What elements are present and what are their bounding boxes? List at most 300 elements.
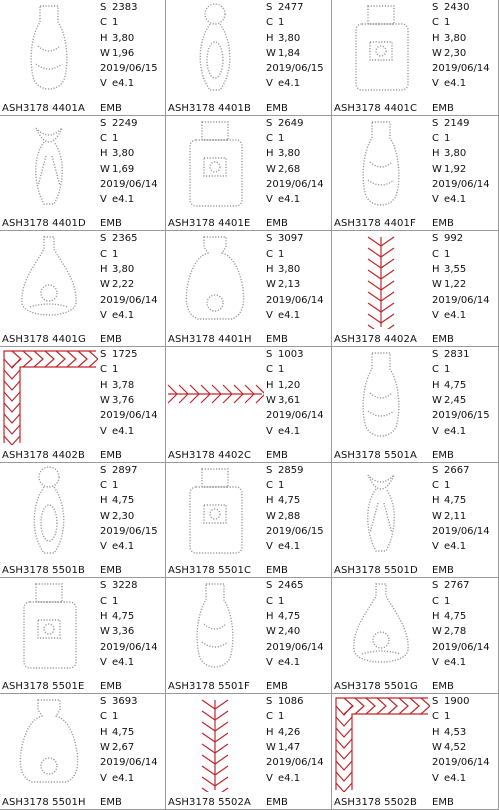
stat-value: 1,92 [444, 163, 467, 175]
stat-value: 3,55 [444, 263, 467, 275]
stat-key: V [100, 194, 107, 206]
stat-value: 3,80 [444, 148, 467, 160]
stat-value: e4.1 [278, 78, 301, 90]
stat-c [100, 362, 158, 377]
stat-key: H [266, 611, 274, 623]
stat-h [100, 493, 158, 508]
stat-value: 1 [112, 480, 119, 492]
design-stats [266, 0, 324, 92]
stat-v [432, 424, 490, 439]
stat-value: 1 [444, 711, 451, 723]
stat-w [432, 393, 490, 408]
stat-value: 3,36 [112, 626, 135, 638]
design-cell[interactable] [0, 694, 166, 810]
stat-key: V [100, 656, 107, 668]
stat-key: W [266, 394, 276, 406]
stat-w [100, 393, 158, 408]
file-format: EMB [266, 449, 288, 461]
stat-s [100, 0, 158, 15]
stat-s [266, 694, 324, 709]
stat-value: e4.1 [112, 541, 135, 553]
design-date: 2019/06/15 [266, 525, 324, 537]
file-format: EMB [432, 565, 454, 577]
stat-h [432, 31, 490, 46]
design-name: ASH3178 4401B [168, 102, 251, 114]
stat-h [432, 725, 490, 740]
stat-key: C [100, 711, 107, 723]
stat-value: e4.1 [444, 78, 467, 90]
stat-value: e4.1 [278, 541, 301, 553]
stat-key: H [266, 32, 274, 44]
stat-key: V [266, 772, 273, 784]
stat-value: e4.1 [444, 772, 467, 784]
bottle-square-icon [0, 578, 98, 676]
stat-c [100, 709, 158, 724]
design-date: 2019/06/14 [432, 525, 490, 537]
design-stats [100, 231, 158, 323]
stat-w [432, 46, 490, 61]
stat-value: 2,45 [444, 394, 467, 406]
stat-c [266, 709, 324, 724]
design-stats [432, 463, 490, 555]
stat-c [432, 15, 490, 30]
stat-key: H [432, 726, 440, 738]
design-name: ASH3178 5501C [168, 565, 252, 577]
stat-value: 1003 [278, 349, 304, 361]
design-cell[interactable] [166, 231, 332, 347]
stat-value: 1 [112, 595, 119, 607]
stat-value: 2,30 [444, 47, 467, 59]
stat-w [432, 162, 490, 177]
stat-key: V [432, 309, 439, 321]
stat-value: 1 [278, 364, 285, 376]
stat-value: 1900 [444, 696, 470, 708]
stat-key: S [266, 580, 273, 592]
stat-c [100, 478, 158, 493]
stat-w [266, 740, 324, 755]
stat-c [432, 478, 490, 493]
stat-value: 2,68 [278, 163, 301, 175]
stat-key: W [266, 626, 276, 638]
design-date: 2019/06/14 [266, 410, 324, 422]
design-stats [432, 116, 490, 208]
design-date: 2019/06/15 [266, 63, 324, 75]
stat-h [432, 378, 490, 393]
stat-value: e4.1 [278, 309, 301, 321]
stat-w [432, 277, 490, 292]
stat-value: 2,40 [278, 626, 301, 638]
design-cell[interactable] [332, 116, 499, 232]
stat-key: H [100, 611, 108, 623]
stat-s [266, 578, 324, 593]
stat-value: 1 [112, 17, 119, 29]
stat-key: S [100, 117, 107, 129]
stat-v [266, 76, 324, 91]
stat-c [432, 594, 490, 609]
stat-h [266, 609, 324, 624]
stat-value: 2477 [278, 2, 304, 13]
design-date: 2019/06/14 [432, 294, 490, 306]
design-cell[interactable] [0, 578, 166, 694]
stat-key: H [432, 611, 440, 623]
bottle-square-icon [332, 0, 430, 98]
design-date: 2019/06/14 [100, 178, 158, 190]
stat-value: 4,75 [444, 611, 467, 623]
stat-key: W [100, 47, 110, 59]
stat-c [432, 709, 490, 724]
stat-value: 1 [444, 480, 451, 492]
stat-value: 2,13 [278, 279, 301, 291]
stat-value: 4,75 [112, 611, 135, 623]
stat-key: W [100, 394, 110, 406]
design-date: 2019/06/15 [100, 63, 158, 75]
stat-value: 1725 [112, 349, 138, 361]
stat-h [100, 725, 158, 740]
stat-c [266, 15, 324, 30]
design-name: ASH3178 5502B [334, 796, 417, 808]
file-format: EMB [266, 796, 288, 808]
design-cell[interactable] [166, 347, 332, 463]
file-format: EMB [266, 334, 288, 346]
stat-s [266, 347, 324, 362]
stat-c [266, 362, 324, 377]
stat-value: 2767 [444, 580, 470, 592]
design-date: 2019/06/15 [432, 410, 490, 422]
stat-key: H [432, 148, 440, 160]
stat-value: e4.1 [278, 425, 301, 437]
stat-h [100, 609, 158, 624]
stat-key: H [100, 32, 108, 44]
stat-h [432, 609, 490, 624]
design-date: 2019/06/14 [432, 641, 490, 653]
stat-v [266, 424, 324, 439]
file-format: EMB [266, 102, 288, 114]
stat-key: W [100, 626, 110, 638]
stat-s [432, 231, 490, 246]
stat-value: 1 [112, 711, 119, 723]
stat-c [100, 247, 158, 262]
stat-v [100, 539, 158, 554]
stat-v [266, 539, 324, 554]
bottle-flower-icon [0, 463, 98, 561]
design-name: ASH3178 4402B [2, 449, 85, 461]
stat-key: V [100, 541, 107, 553]
stat-c [100, 131, 158, 146]
stat-s [100, 231, 158, 246]
stat-value: 4,26 [278, 726, 301, 738]
stat-key: C [432, 248, 439, 260]
stat-s [100, 694, 158, 709]
design-cell[interactable] [166, 0, 332, 116]
design-cell[interactable] [332, 463, 499, 579]
file-format: EMB [432, 218, 454, 230]
stat-value: 4,52 [444, 742, 467, 754]
design-stats [266, 347, 324, 439]
stat-h [266, 378, 324, 393]
stat-value: 2,22 [112, 279, 135, 291]
design-stats [100, 463, 158, 555]
design-date: 2019/06/14 [432, 63, 490, 75]
design-cell[interactable] [332, 578, 499, 694]
stat-key: S [432, 117, 439, 129]
stat-v [100, 308, 158, 323]
design-name: ASH3178 5501D [334, 565, 418, 577]
stat-c [266, 594, 324, 609]
stat-v [100, 76, 158, 91]
stat-key: H [266, 263, 274, 275]
stat-w [266, 46, 324, 61]
stat-s [432, 463, 490, 478]
design-cell[interactable] [0, 231, 166, 347]
stat-v [432, 308, 490, 323]
design-cell[interactable] [0, 116, 166, 232]
stat-key: W [100, 510, 110, 522]
stat-key: C [266, 364, 273, 376]
stat-s [100, 463, 158, 478]
stat-w [100, 46, 158, 61]
stat-key: S [266, 464, 273, 476]
stat-value: e4.1 [112, 194, 135, 206]
stat-value: 3,76 [112, 394, 135, 406]
stat-w [100, 509, 158, 524]
stat-h [100, 262, 158, 277]
stat-value: 3,80 [112, 32, 135, 44]
stat-w [100, 162, 158, 177]
stat-c [100, 594, 158, 609]
design-date: 2019/06/14 [432, 757, 490, 769]
bottle-pouch-icon [0, 694, 98, 792]
stat-key: H [100, 726, 108, 738]
stat-w [266, 509, 324, 524]
stat-key: S [266, 117, 273, 129]
stat-value: 1 [444, 248, 451, 260]
design-cell[interactable] [0, 0, 166, 116]
design-cell[interactable] [166, 578, 332, 694]
stat-value: 4,75 [278, 611, 301, 623]
stat-value: 3,80 [112, 148, 135, 160]
stat-value: 2365 [112, 233, 138, 245]
design-stats [266, 116, 324, 208]
bottle-round-icon [166, 578, 264, 676]
stat-value: e4.1 [112, 772, 135, 784]
stat-key: H [100, 263, 108, 275]
stat-v [266, 655, 324, 670]
design-stats [266, 578, 324, 670]
stat-c [432, 247, 490, 262]
stat-key: V [432, 78, 439, 90]
stat-value: 2667 [444, 464, 470, 476]
stat-value: 2831 [444, 349, 470, 361]
stat-v [432, 192, 490, 207]
design-name: ASH3178 5501G [334, 681, 418, 693]
stat-value: 2249 [112, 117, 138, 129]
stat-h [266, 725, 324, 740]
stat-key: V [100, 425, 107, 437]
stat-value: e4.1 [112, 78, 135, 90]
stat-value: 3693 [112, 696, 138, 708]
stat-c [266, 478, 324, 493]
stat-value: 4,75 [444, 379, 467, 391]
stat-key: S [100, 2, 107, 13]
stat-key: W [432, 394, 442, 406]
stat-key: C [100, 595, 107, 607]
stat-w [266, 277, 324, 292]
stat-v [266, 308, 324, 323]
stat-key: W [432, 47, 442, 59]
stat-value: 3,80 [278, 263, 301, 275]
stat-key: V [266, 78, 273, 90]
stat-value: 2149 [444, 117, 470, 129]
stat-key: V [266, 541, 273, 553]
design-date: 2019/06/14 [100, 410, 158, 422]
stat-key: C [432, 480, 439, 492]
stat-v [100, 192, 158, 207]
stat-key: S [100, 464, 107, 476]
stat-key: C [432, 17, 439, 29]
stat-value: 3,80 [444, 32, 467, 44]
bottle-square-icon [166, 463, 264, 561]
design-cell[interactable] [166, 463, 332, 579]
stat-v [266, 771, 324, 786]
stat-value: 1,96 [112, 47, 135, 59]
stat-value: e4.1 [278, 656, 301, 668]
stat-value: 4,53 [444, 726, 467, 738]
stat-value: 3,80 [278, 32, 301, 44]
design-cell[interactable] [332, 231, 499, 347]
stat-h [266, 262, 324, 277]
stat-value: 1 [278, 17, 285, 29]
stat-s [432, 578, 490, 593]
file-format: EMB [432, 334, 454, 346]
stat-value: 2,67 [112, 742, 135, 754]
stat-key: C [266, 132, 273, 144]
stat-value: 1 [278, 711, 285, 723]
stat-value: 3,80 [278, 148, 301, 160]
design-stats [100, 347, 158, 439]
stat-h [266, 493, 324, 508]
bottle-round-icon [0, 0, 98, 98]
design-cell[interactable] [332, 694, 499, 810]
stat-c [432, 362, 490, 377]
design-date: 2019/06/14 [100, 757, 158, 769]
design-stats [100, 0, 158, 92]
design-cell[interactable] [166, 116, 332, 232]
stat-value: e4.1 [112, 309, 135, 321]
stat-v [100, 424, 158, 439]
design-stats [432, 578, 490, 670]
stat-value: 2,30 [112, 510, 135, 522]
file-format: EMB [100, 334, 122, 346]
design-stats [432, 231, 490, 323]
file-format: EMB [100, 681, 122, 693]
design-name: ASH3178 4401G [2, 334, 86, 346]
design-name: ASH3178 4401C [334, 102, 418, 114]
stat-key: S [432, 2, 439, 13]
stat-value: 1,20 [278, 379, 301, 391]
stat-key: C [432, 595, 439, 607]
stat-h [432, 493, 490, 508]
bottle-pear-icon [0, 231, 98, 329]
design-cell[interactable] [332, 0, 499, 116]
stat-key: S [266, 349, 273, 361]
design-date: 2019/06/14 [266, 178, 324, 190]
stat-v [266, 192, 324, 207]
file-format: EMB [100, 565, 122, 577]
stat-key: C [266, 17, 273, 29]
stat-h [432, 262, 490, 277]
design-name: ASH3178 5501B [2, 565, 85, 577]
bottle-round-icon [332, 347, 430, 445]
stat-w [432, 740, 490, 755]
stat-value: 1 [112, 248, 119, 260]
stat-s [100, 578, 158, 593]
stat-value: 3,61 [278, 394, 301, 406]
design-name: ASH3178 4401H [168, 334, 252, 346]
stat-value: 1 [444, 17, 451, 29]
stat-w [432, 509, 490, 524]
stat-key: C [432, 132, 439, 144]
stat-key: V [432, 425, 439, 437]
design-name: ASH3178 4402A [334, 334, 417, 346]
stat-value: 1 [444, 364, 451, 376]
stat-key: H [100, 148, 108, 160]
file-format: EMB [432, 449, 454, 461]
stat-value: 1 [278, 132, 285, 144]
stat-value: 2,11 [444, 510, 467, 522]
design-date: 2019/06/14 [100, 641, 158, 653]
stat-value: 4,75 [112, 495, 135, 507]
stat-value: 3,78 [112, 379, 135, 391]
design-name: ASH3178 5502A [168, 796, 251, 808]
stat-key: W [432, 742, 442, 754]
stat-key: V [266, 194, 273, 206]
stat-s [266, 0, 324, 15]
stat-value: 1 [112, 132, 119, 144]
design-stats [100, 694, 158, 786]
bottle-pear-icon [332, 578, 430, 676]
stat-value: 4,75 [112, 726, 135, 738]
stat-w [100, 740, 158, 755]
stat-key: H [266, 148, 274, 160]
stat-v [432, 76, 490, 91]
stat-h [266, 31, 324, 46]
design-cell[interactable] [332, 347, 499, 463]
design-cell[interactable] [166, 694, 332, 810]
stat-h [432, 146, 490, 161]
bottle-bow-icon [332, 463, 430, 561]
stat-key: V [266, 309, 273, 321]
design-name: ASH3178 5501E [2, 681, 85, 693]
stat-key: S [100, 696, 107, 708]
stat-key: H [266, 495, 274, 507]
stat-value: 1,84 [278, 47, 301, 59]
design-name: ASH3178 4401A [2, 102, 85, 114]
border-corner-icon [332, 694, 430, 792]
design-stats [100, 116, 158, 208]
stat-key: V [266, 425, 273, 437]
stat-key: H [432, 495, 440, 507]
stat-h [100, 146, 158, 161]
stat-w [100, 624, 158, 639]
design-cell[interactable] [0, 463, 166, 579]
stat-key: S [432, 580, 439, 592]
border-corner-icon [0, 347, 98, 445]
stat-value: 3097 [278, 233, 304, 245]
design-cell[interactable] [0, 347, 166, 463]
border-horizontal-icon [166, 347, 264, 445]
stat-s [432, 347, 490, 362]
bottle-pouch-icon [166, 231, 264, 329]
